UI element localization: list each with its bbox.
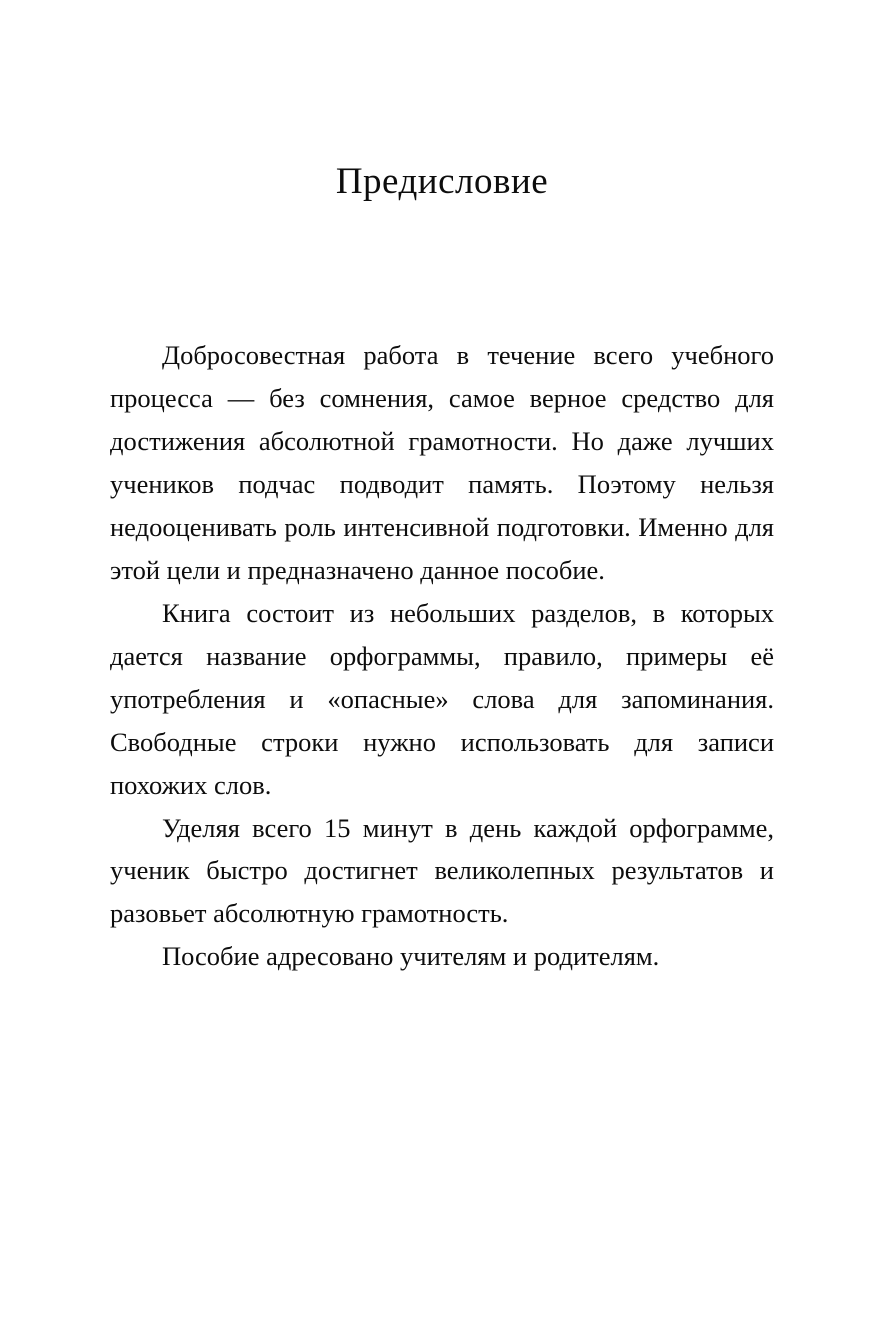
page-title: Предисловие [335, 161, 549, 202]
paragraph: Уделяя всего 15 минут в день каждой орфограмме, ученик быстро достигнет великолепных результатов и разовьет абсолютную грамотность. [110, 812, 774, 929]
body-text [0, 204, 884, 978]
paragraph: Добросовестная работа в течение всего учебного процесса — без сомнения, самое верное средство для достижения абсолютной грамотности. Но даже лучших учеников подчас подводит память. Поэтому нельзя недооценивать роль интенсивной подготовки. Именно для этой цели и предназначено данное пособие. [110, 340, 774, 585]
paragraph: Пособие адресовано учителям и родителям. [162, 941, 660, 972]
paragraph: Книга состоит из небольших разделов, в которых дается название орфограммы, правило, примеры её употребления и «опасные» слова для запоминания. Свободные строки нужно использовать для записи похожих слов. [110, 597, 774, 800]
